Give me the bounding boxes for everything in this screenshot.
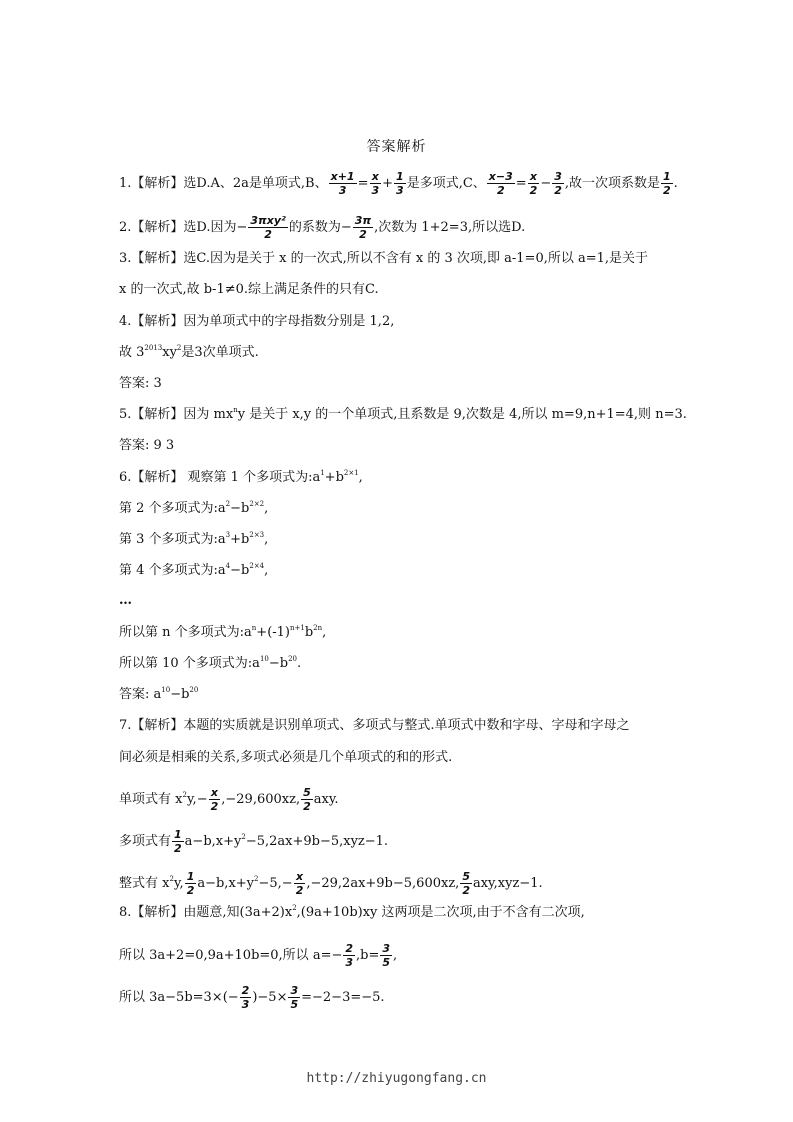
text: , xyxy=(393,948,398,963)
answer-7-polynomials xyxy=(119,828,679,855)
fraction xyxy=(301,786,313,813)
text: ,(9a+10b)xy 这两项是二次项,由于不含有二次项, xyxy=(296,905,585,920)
superscript: 2 xyxy=(225,500,231,508)
text: = xyxy=(515,176,527,191)
denominator: 2 xyxy=(303,800,311,813)
superscript: 2×4 xyxy=(249,562,265,570)
denominator: 5 xyxy=(382,956,391,969)
numerator: x xyxy=(295,870,304,883)
numerator: 3πxy² xyxy=(250,214,286,227)
answer-8-line-2 xyxy=(119,942,679,969)
superscript: 10 xyxy=(161,686,171,694)
text: 2.【解析】选D.因为− xyxy=(119,220,248,235)
ellipsis: … xyxy=(119,593,132,608)
text: −5,− xyxy=(258,876,293,891)
text: a−b,x+y xyxy=(184,834,242,849)
text: −b xyxy=(170,687,190,702)
superscript: n xyxy=(251,624,257,632)
answer-8-line-1 xyxy=(119,905,679,921)
text: 单项式有 x xyxy=(119,792,183,807)
superscript: 10 xyxy=(259,655,269,663)
text: ,−29,2ax+9b−5,600xz, xyxy=(306,876,460,891)
answer-6-result xyxy=(119,687,679,703)
numerator: 3 xyxy=(382,942,391,955)
superscript: n+1 xyxy=(290,624,305,632)
text: 所以第 10 个多项式为:a xyxy=(119,656,260,671)
text: 故 3 xyxy=(119,345,145,360)
fraction xyxy=(288,984,300,1011)
denominator: 3 xyxy=(371,184,380,197)
numerator: 1 xyxy=(663,170,671,183)
answer-7-monomials xyxy=(119,786,679,813)
fraction xyxy=(343,942,355,969)
answer-6-line-3 xyxy=(119,532,679,548)
numerator: 3 xyxy=(290,984,299,997)
text: 第 2 个多项式为:a xyxy=(119,501,226,516)
text: b xyxy=(304,625,314,640)
text: y, xyxy=(173,876,184,891)
denominator: 2 xyxy=(210,800,219,813)
fraction xyxy=(172,828,184,855)
answer-8-line-3 xyxy=(119,984,679,1011)
numerator: 1 xyxy=(174,828,182,841)
text: − xyxy=(540,176,552,191)
text: −b xyxy=(268,656,289,671)
text: ,次数为 1+2=3,所以选D. xyxy=(374,220,526,235)
superscript: 20 xyxy=(189,686,199,694)
numerator: 2 xyxy=(241,984,250,997)
answer-4-line-1: 4.【解析】因为单项式中的字母指数分别是 1,2, xyxy=(119,314,395,329)
fraction xyxy=(294,870,306,897)
fraction xyxy=(487,170,515,197)
text: −5,2ax+9b−5,xyz−1. xyxy=(245,834,389,849)
fraction xyxy=(248,214,287,241)
denominator: 3 xyxy=(345,956,354,969)
answer-5 xyxy=(119,406,687,423)
superscript: 2013 xyxy=(144,344,163,352)
superscript: 2 xyxy=(176,344,182,352)
text: =−2−3=−5. xyxy=(301,990,385,1005)
answer-7-line-1: 7.【解析】本题的实质就是识别单项式、多项式与整式.单项式中数和字母、字母和字母之 xyxy=(119,718,630,733)
text: +b xyxy=(230,532,250,547)
text: , xyxy=(264,532,269,547)
answer-2 xyxy=(119,214,679,241)
answer-7-line-2: 间必须是相乘的关系,多项式必须是几个单项式的和的形式. xyxy=(119,750,453,765)
fraction xyxy=(369,170,381,197)
denominator: 2 xyxy=(496,184,505,197)
text: 所以第 n 个多项式为:a xyxy=(119,625,252,640)
fraction xyxy=(353,214,373,241)
numerator: x+1 xyxy=(330,170,355,183)
text: 第 4 个多项式为:a xyxy=(119,563,226,578)
fraction xyxy=(209,786,221,813)
text: 整式有 x xyxy=(119,876,170,891)
text: , xyxy=(264,501,269,516)
text: + xyxy=(382,176,394,191)
superscript: 2 xyxy=(241,833,246,841)
denominator: 2 xyxy=(264,228,272,241)
text: 5.【解析】因为 mx xyxy=(119,407,234,422)
text: y 是关于 x,y 的一个单项式,且系数是 9,次数是 4,所以 m=9,n+1=4,则 n=3. xyxy=(237,407,687,422)
numerator: x xyxy=(210,786,218,799)
denominator: 5 xyxy=(290,998,299,1011)
denominator: 2 xyxy=(174,842,182,855)
denominator: 2 xyxy=(359,228,367,241)
numerator: 5 xyxy=(303,786,311,799)
numerator: 1 xyxy=(186,870,195,883)
text: a−b,x+y xyxy=(197,876,255,891)
text: 答案: a xyxy=(119,687,162,702)
fraction xyxy=(240,984,252,1011)
answer-3-line-2: x 的一次式,故 b-1≠0.综上满足条件的只有C. xyxy=(119,282,379,297)
numerator: x xyxy=(371,170,379,183)
numerator: 1 xyxy=(396,170,404,183)
superscript: 2×3 xyxy=(249,531,265,539)
text: = xyxy=(357,176,369,191)
text: 1.【解析】选D.A、2a是单项式,B、 xyxy=(119,176,328,191)
fraction xyxy=(329,170,357,197)
denominator: 2 xyxy=(186,884,195,897)
superscript: 2×2 xyxy=(249,500,265,508)
text: +b xyxy=(324,470,344,485)
text: , xyxy=(264,563,269,578)
superscript: 2 xyxy=(169,875,174,883)
fraction xyxy=(185,870,197,897)
numerator: 2 xyxy=(345,942,354,955)
fraction xyxy=(552,170,564,197)
text: +(-1) xyxy=(256,625,290,640)
text: 8.【解析】由题意,知(3a+2)x xyxy=(119,905,293,920)
answer-7-integral-expressions xyxy=(119,870,679,897)
superscript: 2 xyxy=(292,904,297,912)
fraction xyxy=(528,170,540,197)
numerator: x−3 xyxy=(488,170,513,183)
text: . xyxy=(673,176,678,191)
denominator: 2 xyxy=(663,184,671,197)
denominator: 3 xyxy=(396,184,404,197)
fraction xyxy=(380,942,392,969)
answer-6-line-6 xyxy=(119,656,679,672)
answer-4-result: 答案: 3 xyxy=(119,376,162,391)
text: ,b= xyxy=(356,948,380,963)
superscript: 3 xyxy=(225,531,231,539)
text: 是多项式,C、 xyxy=(406,176,486,191)
answer-6-line-1 xyxy=(119,470,679,486)
text: . xyxy=(297,656,302,671)
denominator: 3 xyxy=(338,184,347,197)
numerator: 3 xyxy=(554,170,562,183)
text: xy xyxy=(162,345,177,360)
text: , xyxy=(358,470,363,485)
text: 所以 3a−5b=3×(− xyxy=(119,990,239,1005)
footer-url: http://zhiyugongfang.cn xyxy=(306,1071,487,1086)
text: 6.【解析】 观察第 1 个多项式为:a xyxy=(119,470,321,485)
text: −b xyxy=(230,563,250,578)
answer-6-line-4 xyxy=(119,563,679,579)
superscript: 2n xyxy=(313,624,323,632)
superscript: 2 xyxy=(254,875,259,883)
denominator: 3 xyxy=(241,998,250,1011)
answer-6-line-5 xyxy=(119,625,679,641)
superscript: 2 xyxy=(182,791,187,799)
text: 多项式有 xyxy=(119,834,172,849)
denominator: 2 xyxy=(529,184,538,197)
superscript: 1 xyxy=(320,469,325,477)
answer-6-line-2 xyxy=(119,501,679,517)
fraction xyxy=(460,870,472,897)
denominator: 2 xyxy=(295,884,304,897)
answer-4-line-2 xyxy=(119,345,679,361)
fraction xyxy=(394,170,406,197)
page-title: 答案解析 xyxy=(366,139,427,155)
numerator: 5 xyxy=(462,870,470,883)
text: −b xyxy=(230,501,250,516)
denominator: 2 xyxy=(462,884,470,897)
answer-1 xyxy=(119,170,679,197)
text: )−5× xyxy=(252,990,288,1005)
text: 第 3 个多项式为:a xyxy=(119,532,226,547)
text: , xyxy=(322,625,327,640)
superscript: 2×1 xyxy=(343,469,359,477)
fraction xyxy=(661,170,673,197)
text: axy,xyz−1. xyxy=(472,876,543,891)
text: y,− xyxy=(186,792,208,807)
numerator: 3π xyxy=(354,214,372,227)
superscript: 20 xyxy=(288,655,297,663)
text: 是3次单项式. xyxy=(181,345,259,360)
answer-3-line-1: 3.【解析】选C.因为是关于 x 的一次式,所以不含有 x 的 3 次项,即 a-1=0,所以 a=1,是关于 xyxy=(119,251,649,266)
answer-5-result: 答案: 9 3 xyxy=(119,438,175,453)
superscript: 4 xyxy=(225,562,231,570)
text: ,故一次项系数是 xyxy=(564,176,661,191)
denominator: 2 xyxy=(554,184,562,197)
text: ,−29,600xz, xyxy=(221,792,301,807)
text: axy. xyxy=(313,792,339,807)
numerator: x xyxy=(529,170,538,183)
superscript: n xyxy=(233,406,238,414)
text: 所以 3a+2=0,9a+10b=0,所以 a=− xyxy=(119,948,343,963)
text: 的系数为− xyxy=(288,220,352,235)
